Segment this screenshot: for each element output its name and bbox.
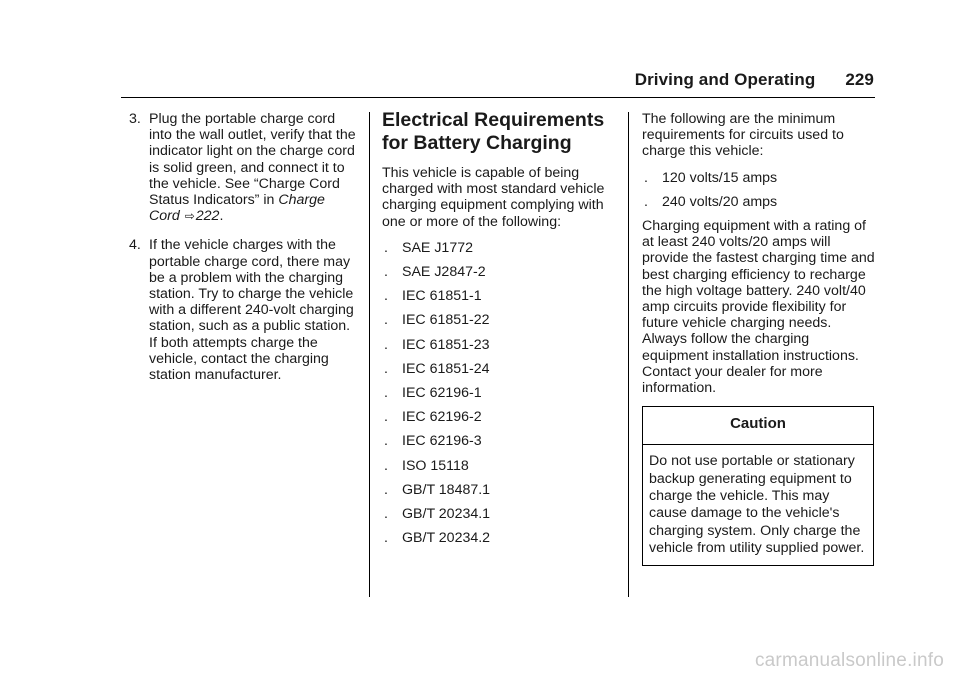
bullet-icon: . [384,481,388,498]
charging-equipment-paragraph: Charging equipment with a rating of at least 240 volts/20 amps will provide the fastest charging time and best charging efficiency to recharge the high voltage battery. 240 volt/40 amp circuits provide flexibility for future vehicle charging needs. Always follow the charging equipment installation instructions. Contact your dealer for more information. [642,218,875,397]
bullet-icon: . [384,360,388,377]
ref-title: Charge Cord [149,192,325,225]
list-item [382,433,612,449]
standard-name: SAE J2847-2 [402,264,486,281]
list-item [382,312,612,328]
column-divider-right [628,112,629,597]
standards-list [382,240,612,547]
standard-name: IEC 61851-24 [402,360,490,377]
bullet-icon: . [384,433,388,450]
ref-page: 222 [195,208,220,225]
standard-name: IEC 61851-23 [402,336,490,353]
standard-name: GB/T 20234.2 [402,530,491,547]
list-item [382,361,612,377]
standard-name: ISO 15118 [402,457,469,474]
standard-name: IEC 62196-2 [402,409,482,426]
standard-name: IEC 61851-22 [402,312,490,329]
list-item [382,288,612,304]
page-header [635,70,874,90]
list-item [382,530,612,546]
bullet-icon: . [384,409,388,426]
column-2 [382,109,612,554]
bullet-icon: . [384,385,388,402]
header-rule [121,97,875,98]
list-item [642,170,878,186]
section-heading: Electrical Requirements for Battery Charging [382,109,605,154]
requirements-list [642,170,878,210]
bullet-icon: . [384,530,388,547]
watermark-text: carmanualsonline.info [754,650,944,671]
list-item [382,337,612,353]
bullet-icon: . [384,288,388,305]
step-number: 3. [129,111,141,127]
bullet-icon: . [384,264,388,281]
standard-name: GB/T 18487.1 [402,481,491,498]
requirement-text: 240 volts/20 amps [662,193,778,210]
list-item [382,409,612,425]
column-1 [129,111,357,396]
bullet-icon: . [384,506,388,523]
requirement-text: 120 volts/15 amps [662,169,778,186]
bullet-icon: . [384,336,388,353]
step-text: Plug the portable charge cord into the wall outlet, verify that the indicator light on the charge cord is solid green, and connect it to the vehicle. See “Charge Cord Status Indicators” in [149,111,356,209]
list-item [382,506,612,522]
list-item [382,264,612,280]
intro-paragraph: This vehicle is capable of being charged with most standard vehicle charging equipment complying with one or more of the following: [382,165,605,230]
caution-box [642,406,874,566]
page-number: 229 [845,70,874,89]
standard-name: IEC 61851-1 [402,288,482,305]
list-item [642,194,878,210]
bullet-icon: . [644,193,648,210]
standard-name: IEC 62196-3 [402,433,482,450]
page-reference-icon: ⇨ [184,209,195,224]
bullet-icon: . [644,169,648,186]
step-3 [129,111,357,224]
bullet-icon: . [384,239,388,256]
list-item [382,240,612,256]
standard-name: GB/T 20234.1 [402,506,491,523]
column-divider-left [369,112,370,597]
caution-title: Caution [643,407,873,445]
standard-name: IEC 62196-1 [402,385,482,402]
bullet-icon: . [384,457,388,474]
step-text: If the vehicle charges with the portable charge cord, there may be a problem with the charging station. Try to charge the vehicle with a different 240-volt charging station, such as a public station. If both attempts charge the vehicle, contact the charging station manufacturer. [149,237,354,384]
requirements-intro: The following are the minimum requirements for circuits used to charge this vehicle: [642,111,844,160]
step-number: 4. [129,237,141,254]
column-3 [642,111,878,566]
section-name: Driving and Operating [634,70,816,89]
caution-body: Do not use portable or stationary backup generating equipment to charge the vehicle. This may cause damage to the vehicle's charging system. Only charge the vehicle from utility supplied power. [649,453,865,556]
list-item [382,482,612,498]
bullet-icon: . [384,312,388,329]
step-text-end: . [219,208,224,225]
list-item [382,385,612,401]
list-item [382,458,612,474]
step-4 [129,237,357,383]
standard-name: SAE J1772 [402,239,473,256]
